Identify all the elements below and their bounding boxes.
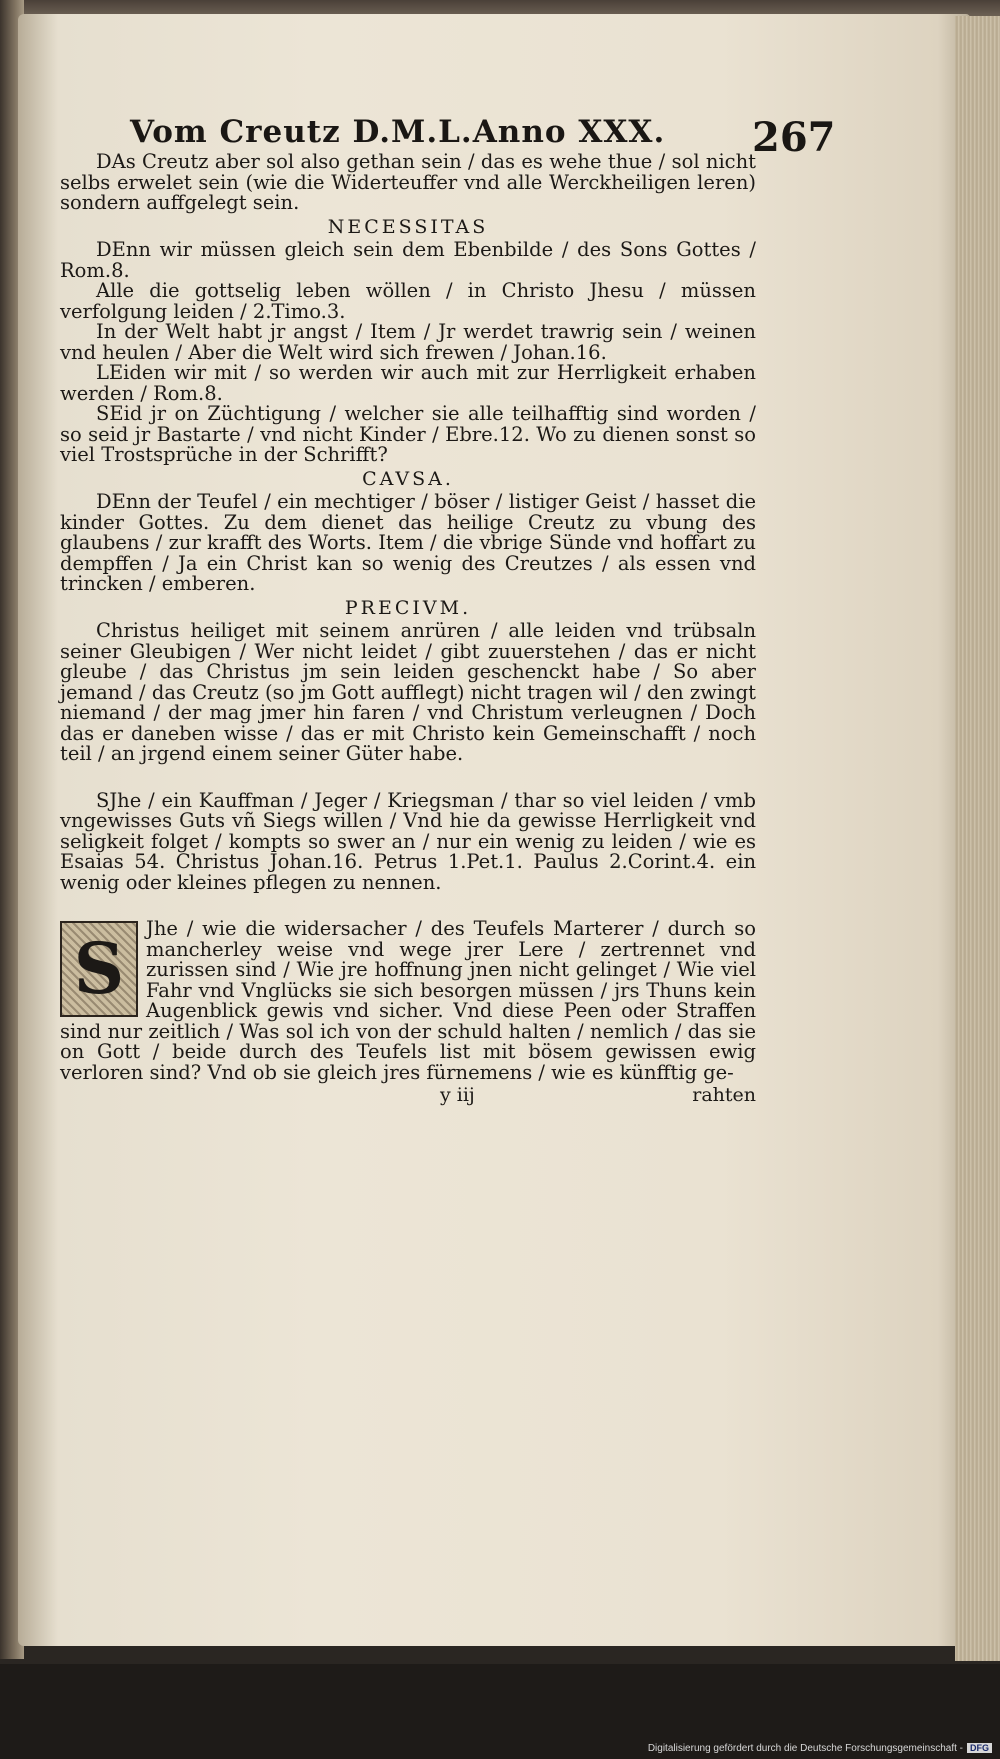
signature-mark: y iij <box>440 1084 475 1106</box>
page-number: 267 <box>752 114 836 161</box>
paragraph: SJhe / ein Kauffman / Jeger / Kriegsman / thar so viel leiden / vmb vngewisses Guts vñ Siegs willen / Vnd hie da gewisse Herrligkeit vnd seligkeit folget / kompts so swer an / nur ein wenig zu leiden / wie es Esaias 54. Christus Johan.16. Petrus 1.Pet.1. Paulus 2.Corint.4. ein wenig oder kleines pflegen zu nennen. <box>60 788 756 894</box>
paragraph: LEiden wir mit / so werden wir auch mit zur Herrligkeit erhaben werden / Rom.8. <box>60 361 756 405</box>
spacer <box>60 893 756 919</box>
paragraph: Alle die gottselig leben wöllen / in Christo Jhesu / müssen verfolgung leiden / 2.Timo.3. <box>60 279 756 323</box>
paragraph: In der Welt habt jr angst / Item / Jr werdet trawrig sein / weinen vnd heulen / Aber die Welt wird sich frewen / Johan.16. <box>60 320 756 364</box>
footer-credit <box>600 1743 992 1754</box>
paragraph: Jhe / wie die widersacher / des Teufels Marterer / durch so mancherley weise vnd wege jrer Lere / zertrennet vnd zurissen sind / Wie jre hoffnung jnen nicht gelinget / Wie viel Fahr vnd Vnglücks sie sich besorgen müssen / jrs Thuns kein Augenblick gewis vnd sicher. Vnd diese Peen oder Straffen sind nur zeitlich / Was sol ich von der schuld halten / nemlich / das sie on Gott / beide durch des Teufels list mit bösem gewissen ewig verloren sind? Vnd ob sie gleich jres fürnemens / wie es künfftig ge- <box>60 917 756 1084</box>
text-block <box>60 152 756 1109</box>
catch-line <box>60 1085 756 1109</box>
paragraph: SEid jr on Züchtigung / welcher sie alle teilhafftig sind worden / so seid jr Bastarte / vnd nicht Kinder / Ebre.12. Wo zu dienen sonst so viel Trostsprüche in der Schrifft? <box>60 402 756 466</box>
dfg-logo: DFG <box>967 1743 992 1753</box>
paragraph: DAs Creutz aber sol also gethan sein / das es wehe thue / sol nicht selbs erwelet sein (wie die Widerteuffer vnd alle Werckheiligen leren) sondern auffgelegt sein. <box>60 150 756 214</box>
paragraph: DEnn wir müssen gleich sein dem Ebenbilde / des Sons Gottes / Rom.8. <box>60 238 756 282</box>
spacer <box>60 765 756 791</box>
running-title: Vom Creutz D.M.L.Anno XXX. <box>130 114 666 150</box>
paragraph: Christus heiliget mit seinem anrüren / alle leiden vnd trübsaln seiner Gleubigen / Wer nicht leidet / gibt zuuerstehen / das er nicht gleube / das Christus jm sein leiden geschenckt habe / So aber jemand / das Creutz (so jm Gott aufflegt) nicht tragen wil / den zwingt niemand / der mag jmer hin faren / vnd Christum verleugnen / Doch das er daneben wisse / das er mit Christo kein Gemeinschafft / noch teil / an jrgend einem seiner Güter habe. <box>60 619 756 765</box>
initial-paragraph <box>60 919 756 1083</box>
decorated-initial: S <box>60 921 138 1017</box>
catchword: rahten <box>692 1084 756 1106</box>
section-heading: PRECIVM. <box>344 596 472 619</box>
paragraph: DEnn der Teufel / ein mechtiger / böser / listiger Geist / hasset die kinder Gottes. Zu dem dienet das heilige Creutz zu vbung des glaubens / zur krafft des Worts. Item / die vbrige Sünde vnd hoffart zu dempffen / Ja ein Christ kan so wenig des Creutzes / als essen vnd trincken / emberen. <box>60 490 756 595</box>
page-edges <box>955 16 1000 1661</box>
section-heading: NECESSITAS <box>327 215 489 238</box>
credit-text: Digitalisierung gefördert durch die Deutsche Forschungsgemeinschaft - <box>647 1743 963 1754</box>
section-heading: CAVSA. <box>362 467 454 490</box>
